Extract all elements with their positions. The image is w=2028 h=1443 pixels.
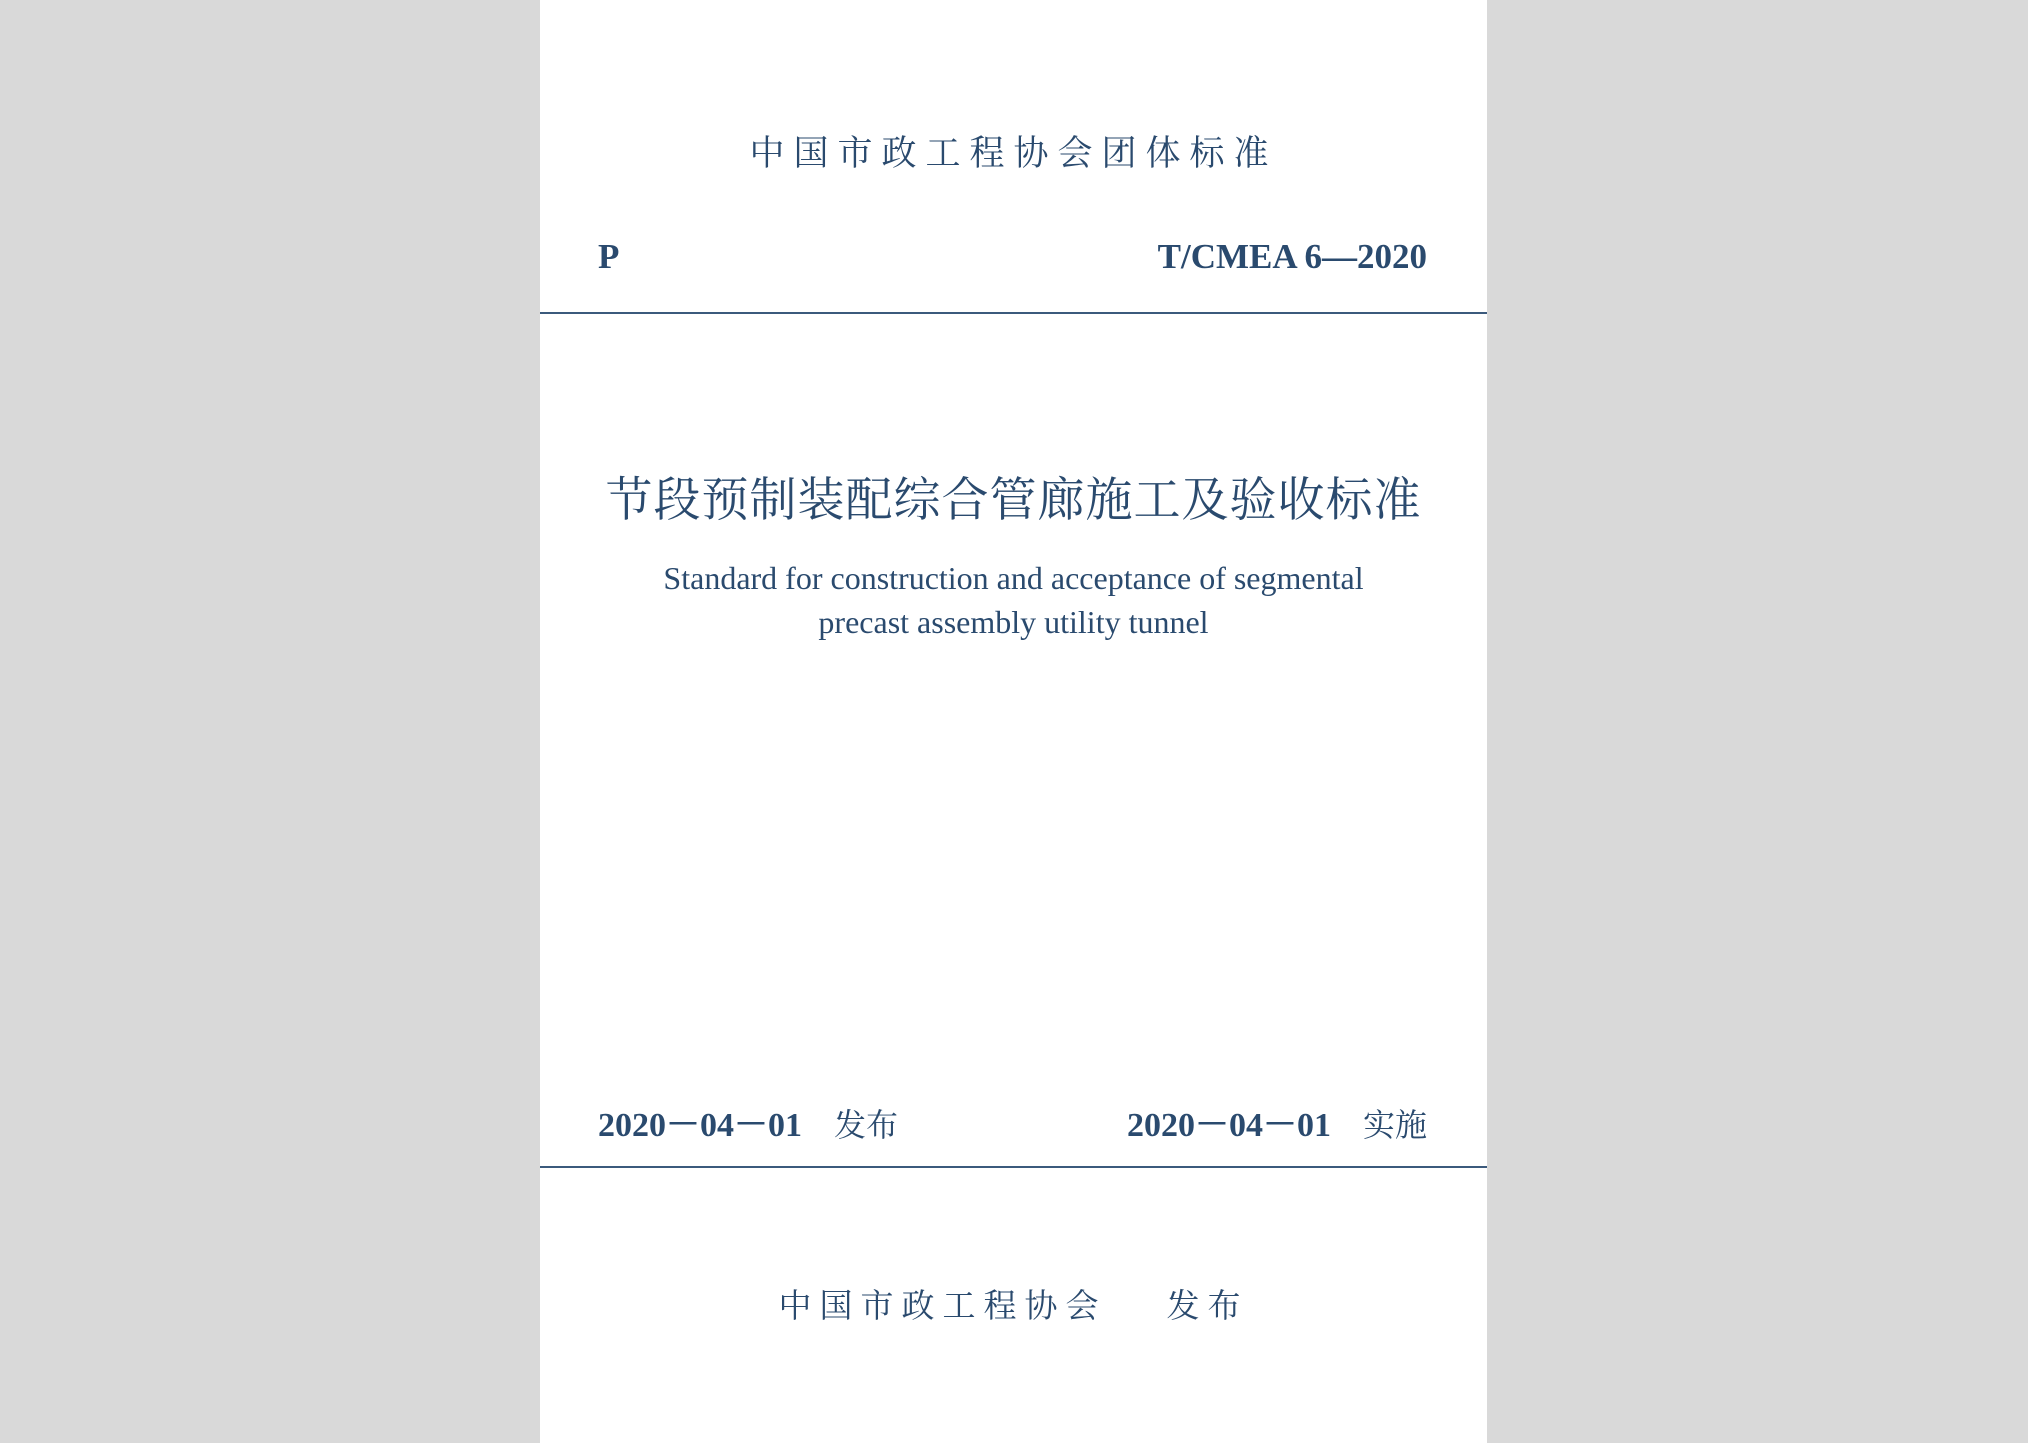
standard-number: T/CMEA 6—2020: [1157, 237, 1427, 276]
issue-label: 发布: [834, 1106, 899, 1144]
english-title: [540, 556, 1487, 644]
top-divider: [540, 312, 1487, 314]
publisher-line: [540, 1280, 1487, 1327]
implement-date: 2020－04－01: [1126, 1107, 1331, 1144]
english-title-line-1: Standard for construction and acceptance of segmental: [663, 560, 1364, 596]
english-title-line-2: precast assembly utility tunnel: [818, 604, 1209, 640]
publisher-organization: 中国市政工程协会: [778, 1286, 1107, 1325]
implement-date-block: [1127, 1097, 1427, 1146]
issue-date: 2020－04－01: [598, 1107, 802, 1144]
classification-code: P: [598, 237, 620, 276]
publisher-action: 发布: [1166, 1286, 1249, 1325]
association-header: 中国市政工程协会团体标准: [749, 134, 1278, 174]
chinese-title: 节段预制装配综合管廊施工及验收标准: [605, 473, 1422, 528]
bottom-divider: [540, 1166, 1487, 1168]
document-cover: [540, 0, 1487, 1443]
code-row: [598, 237, 1427, 279]
issue-date-block: [598, 1097, 898, 1146]
date-row: [598, 1097, 1427, 1144]
implement-label: 实施: [1362, 1106, 1427, 1144]
